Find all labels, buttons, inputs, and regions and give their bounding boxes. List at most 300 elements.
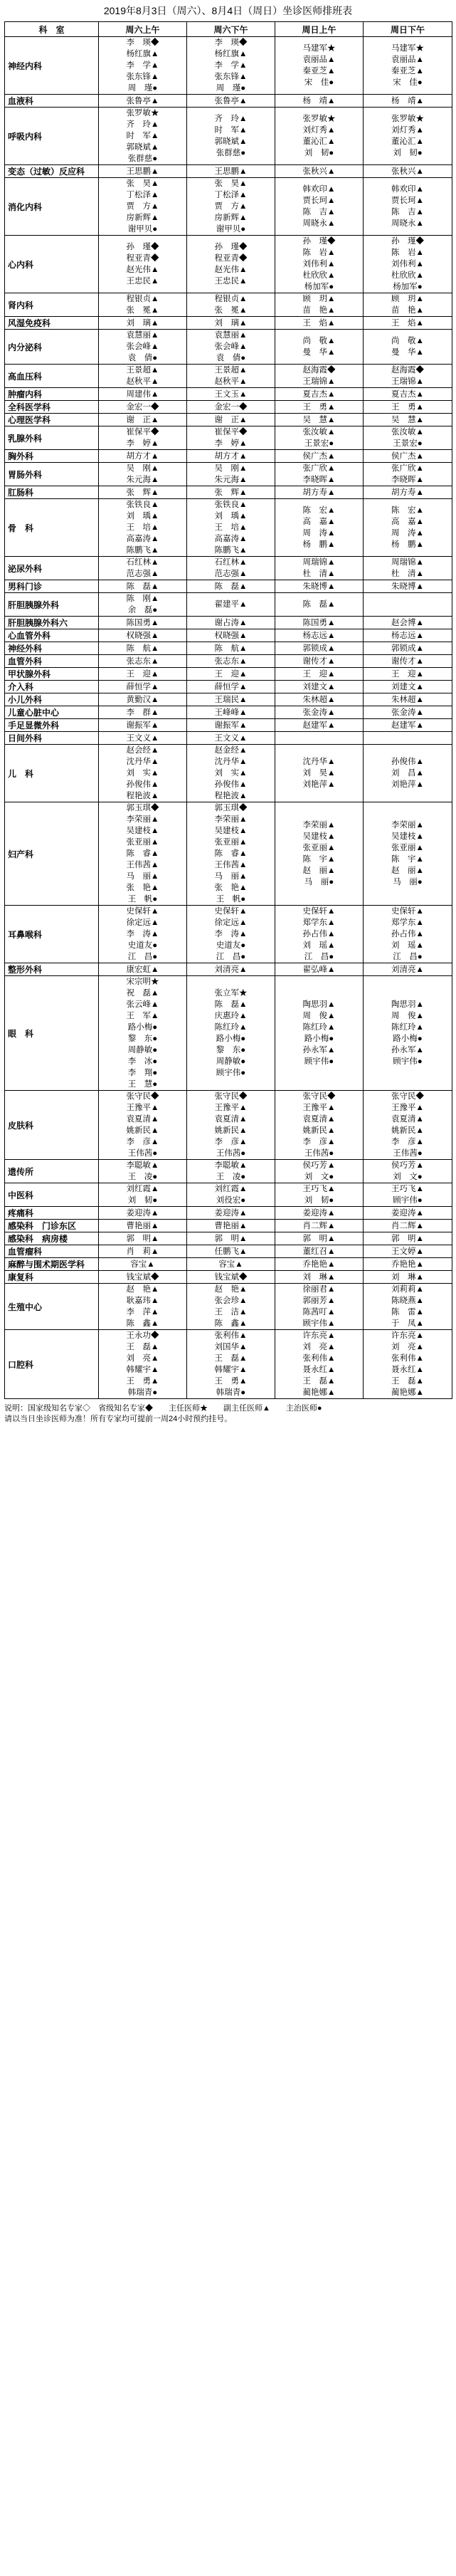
- schedule-cell: [99, 37, 187, 95]
- doctor-name: 李聪敏▲: [214, 1161, 248, 1170]
- doctor-name: 路小梅●: [393, 1035, 423, 1043]
- doctor-name: 袁夏清▲: [214, 1115, 248, 1124]
- department-name: 血管瘤科: [5, 1245, 99, 1258]
- schedule-cell: [187, 388, 275, 401]
- doctor-name: 王景宏●: [304, 439, 334, 448]
- doctor-name: 王 培▲: [214, 523, 248, 532]
- doctor-name: 宋 佳●: [393, 78, 423, 87]
- table-row: [5, 365, 452, 388]
- department-name: 感染科 病房楼: [5, 1232, 99, 1245]
- doctor-name: 王伟茜●: [216, 1149, 246, 1158]
- schedule-cell: [275, 1232, 364, 1245]
- doctor-name: 王 凌●: [127, 1173, 158, 1181]
- doctor-name: 聂永红▲: [391, 1366, 424, 1374]
- schedule-cell: [187, 463, 275, 486]
- schedule-cell: [187, 706, 275, 719]
- doctor-name: 曼 华▲: [391, 348, 424, 357]
- doctor-name: 刘艳萍▲: [302, 780, 336, 789]
- schedule-cell: [187, 486, 275, 499]
- doctor-name: 时 军▲: [214, 126, 248, 135]
- header-sat-am: 周六上午: [99, 22, 187, 37]
- doctor-name: 赵海霞◆: [302, 366, 336, 375]
- schedule-cell: [99, 681, 187, 693]
- doctor-name: 侯广杰▲: [391, 451, 424, 461]
- table-row: [5, 963, 452, 976]
- doctor-name: 尚 敬▲: [302, 337, 336, 345]
- schedule-cell: [364, 401, 452, 414]
- schedule-cell: [187, 976, 275, 1091]
- doctor-name: 吴 刚▲: [126, 464, 159, 473]
- doctor-name: 刘 亮▲: [126, 1354, 159, 1363]
- schedule-cell: [187, 293, 275, 317]
- table-row: [5, 719, 452, 732]
- doctor-name: 刘 亮▲: [302, 1343, 336, 1351]
- doctor-name: 祝 磊▲: [126, 989, 159, 998]
- schedule-cell: [275, 706, 364, 719]
- department-name: 整形外科: [5, 963, 99, 976]
- schedule-cell: [99, 1284, 187, 1330]
- schedule-cell: [275, 655, 364, 668]
- doctor-name: 赵会博▲: [391, 618, 424, 627]
- doctor-name: 张汝敏▲: [302, 428, 336, 436]
- header-sat-pm: 周六下午: [187, 22, 275, 37]
- schedule-cell: [99, 463, 187, 486]
- schedule-cell: [275, 617, 364, 629]
- schedule-cell: [99, 642, 187, 655]
- doctor-name: 肖二辉▲: [391, 1221, 424, 1230]
- doctor-name: 曹艳丽▲: [214, 1221, 248, 1230]
- doctor-name: 周晓永▲: [302, 219, 336, 228]
- table-row: [5, 401, 452, 414]
- doctor-name: 刘 韧●: [304, 149, 334, 157]
- schedule-cell: [275, 745, 364, 802]
- doctor-name: 董沁汇▲: [391, 137, 424, 146]
- schedule-cell: [275, 719, 364, 732]
- department-name: 遗传所: [5, 1160, 99, 1183]
- doctor-name: 谢振军▲: [214, 721, 248, 730]
- schedule-cell: [275, 426, 364, 450]
- doctor-name: 陈 鑫▲: [126, 1319, 159, 1328]
- schedule-cell: [187, 1284, 275, 1330]
- schedule-cell: [187, 1258, 275, 1271]
- schedule-cell: [187, 1160, 275, 1183]
- schedule-cell: [99, 617, 187, 629]
- doctor-name: 赵会经▲: [126, 746, 159, 755]
- doctor-name: 朱晓博▲: [302, 582, 336, 591]
- schedule-cell: [364, 463, 452, 486]
- doctor-name: 高 嘉▲: [391, 518, 424, 526]
- table-row: [5, 486, 452, 499]
- doctor-name: 王 慧●: [127, 1080, 158, 1089]
- doctor-name: 孙 瑾◆: [214, 243, 248, 251]
- doctor-name: 侯巧芳▲: [302, 1161, 336, 1170]
- schedule-cell: [364, 732, 452, 745]
- doctor-name: 王巧飞▲: [391, 1185, 424, 1193]
- doctor-name: 赵建军▲: [302, 721, 336, 730]
- doctor-name: 袁 倩●: [216, 354, 246, 362]
- table-row: [5, 732, 452, 745]
- page-title: 2019年8月3日（周六）、8月4日（周日）坐诊医师排班表: [103, 5, 353, 16]
- schedule-cell: [99, 1330, 187, 1399]
- schedule-cell: [275, 1207, 364, 1220]
- schedule-cell: [187, 681, 275, 693]
- doctor-name: 陈 吉▲: [391, 208, 424, 216]
- doctor-name: 刘清亮▲: [214, 965, 248, 974]
- doctor-name: 秦亚芝▲: [391, 67, 424, 75]
- table-row: [5, 580, 452, 593]
- schedule-cell: [364, 976, 452, 1091]
- department-name: 手足显微外科: [5, 719, 99, 732]
- doctor-name: 王景宏●: [393, 439, 423, 448]
- doctor-name: 张东锋▲: [214, 73, 248, 81]
- doctor-name: 吴建枝▲: [302, 832, 336, 841]
- schedule-cell: [364, 1207, 452, 1220]
- schedule-cell: [99, 450, 187, 463]
- doctor-name: 范志强▲: [214, 570, 248, 578]
- schedule-cell: [99, 365, 187, 388]
- doctor-name: 孙俊伟▲: [126, 780, 159, 789]
- doctor-name: 杜 清▲: [302, 570, 336, 578]
- doctor-name: 尚 敬▲: [391, 337, 424, 345]
- doctor-name: 高 嘉▲: [302, 518, 336, 526]
- department-name: 消化内科: [5, 178, 99, 236]
- doctor-name: 张守民◆: [391, 1092, 424, 1101]
- doctor-name: 王忠民▲: [214, 277, 248, 286]
- doctor-name: 王思鹏▲: [126, 167, 159, 176]
- table-row: [5, 681, 452, 693]
- doctor-name: 李 萍▲: [126, 1308, 159, 1316]
- department-name: 骨 科: [5, 499, 99, 557]
- schedule-cell: [187, 1220, 275, 1232]
- doctor-name: 张罗敏★: [391, 115, 424, 123]
- doctor-name: 陈 岩▲: [302, 248, 336, 257]
- department-name: 全科医学科: [5, 401, 99, 414]
- department-name: 风湿免疫科: [5, 317, 99, 330]
- doctor-name: 周静敏●: [216, 1057, 246, 1066]
- doctor-name: 齐 玲▲: [214, 115, 248, 123]
- schedule-cell: [364, 1183, 452, 1207]
- table-row: [5, 426, 452, 450]
- doctor-name: 张 冕▲: [214, 306, 248, 315]
- schedule-cell: [187, 426, 275, 450]
- doctor-name: 张广欣▲: [391, 464, 424, 473]
- schedule-cell: [364, 37, 452, 95]
- doctor-name: 谢 正▲: [214, 415, 248, 424]
- doctor-name: 张亚丽▲: [302, 844, 336, 852]
- schedule-cell: [275, 178, 364, 236]
- schedule-cell: [275, 365, 364, 388]
- schedule-cell: [364, 802, 452, 906]
- doctor-name: 张云峰▲: [126, 1000, 159, 1009]
- doctor-name: 薛恒学▲: [214, 682, 248, 691]
- doctor-name: 王豫平▲: [302, 1104, 336, 1112]
- schedule-cell: [99, 1271, 187, 1284]
- doctor-name: 杨 靖▲: [391, 96, 424, 105]
- table-row: [5, 976, 452, 1091]
- doctor-name: 吴建枝▲: [214, 827, 248, 835]
- schedule-cell: [364, 499, 452, 557]
- schedule-cell: [187, 745, 275, 802]
- doctor-name: 朱林超▲: [302, 695, 336, 704]
- doctor-name: 史道友●: [216, 941, 246, 950]
- doctor-name: 吴 刚▲: [214, 464, 248, 473]
- doctor-name: 李聪敏▲: [126, 1161, 159, 1170]
- doctor-name: 孙俊伟▲: [214, 780, 248, 789]
- doctor-name: 程银贞▲: [126, 295, 159, 303]
- doctor-name: 姜迎涛▲: [126, 1208, 159, 1218]
- table-row: [5, 642, 452, 655]
- doctor-name: 李 彦▲: [391, 1138, 424, 1146]
- table-row: [5, 668, 452, 681]
- doctor-name: 王 帆●: [127, 895, 158, 904]
- doctor-name: 权晓强▲: [214, 631, 248, 640]
- doctor-name: 任鹏飞▲: [214, 1247, 248, 1256]
- table-row: [5, 450, 452, 463]
- doctor-name: 陈 航▲: [214, 644, 248, 653]
- doctor-name: 马 丽▲: [214, 872, 248, 881]
- doctor-name: 郭晓斌▲: [126, 143, 159, 152]
- doctor-name: 陈 磊▲: [302, 600, 336, 609]
- schedule-cell: [99, 629, 187, 642]
- schedule-cell: [99, 580, 187, 593]
- doctor-name: 王峰峰▲: [214, 708, 248, 717]
- doctor-name: 刘灯秀▲: [391, 126, 424, 135]
- department-name: 口腔科: [5, 1330, 99, 1399]
- schedule-cell: [364, 906, 452, 963]
- doctor-name: 陈 刚▲: [126, 595, 159, 603]
- doctor-name: 张亚丽▲: [214, 838, 248, 847]
- doctor-name: 刘建文▲: [391, 682, 424, 691]
- doctor-name: 顾宇伟●: [393, 1196, 423, 1205]
- doctor-name: 张铁良▲: [126, 501, 159, 509]
- doctor-name: 韩瑞青●: [216, 1388, 246, 1397]
- doctor-name: 王 洁▲: [214, 1308, 248, 1316]
- doctor-name: 周瑞锦▲: [302, 558, 336, 567]
- doctor-name: 石红林▲: [214, 558, 248, 567]
- doctor-name: 赵光伟▲: [126, 266, 159, 274]
- doctor-name: 刘 文●: [304, 1173, 334, 1181]
- schedule-cell: [275, 668, 364, 681]
- schedule-cell: [275, 486, 364, 499]
- doctor-name: 张鲁亭▲: [126, 96, 159, 105]
- doctor-name: 杨 鹏▲: [391, 540, 424, 549]
- schedule-cell: [99, 426, 187, 450]
- doctor-name: 耿嘉玮▲: [126, 1297, 159, 1305]
- doctor-name: 韩欢印▲: [302, 185, 336, 194]
- doctor-name: 贾长珂▲: [302, 197, 336, 205]
- doctor-name: 韩耀宇▲: [214, 1366, 248, 1374]
- department-name: 感染科 门诊东区: [5, 1220, 99, 1232]
- doctor-name: 张志东▲: [214, 656, 248, 666]
- doctor-name: 王思鹏▲: [214, 167, 248, 176]
- department-name: 肛肠科: [5, 486, 99, 499]
- schedule-cell: [187, 414, 275, 426]
- schedule-cell: [275, 976, 364, 1091]
- schedule-cell: [275, 1271, 364, 1284]
- doctor-name: 王 磊▲: [391, 1377, 424, 1386]
- doctor-name: 史保轩▲: [391, 907, 424, 916]
- schedule-cell: [99, 95, 187, 108]
- doctor-name: 孙永军▲: [302, 1046, 336, 1054]
- department-name: 儿童心脏中心: [5, 706, 99, 719]
- department-name: 皮肤科: [5, 1091, 99, 1160]
- doctor-name: 王瑞锦▲: [391, 377, 424, 386]
- doctor-name: 顾宇伟●: [304, 1057, 334, 1066]
- department-name: 神经外科: [5, 642, 99, 655]
- schedule-cell: [187, 1245, 275, 1258]
- doctor-name: 刘 昌▲: [391, 769, 424, 777]
- doctor-name: 郭 明▲: [302, 1234, 336, 1243]
- doctor-name: 朱元海▲: [126, 476, 159, 484]
- doctor-name: 王伟茜●: [304, 1149, 334, 1158]
- table-row: [5, 499, 452, 557]
- doctor-name: 姜迎涛▲: [214, 1208, 248, 1218]
- doctor-name: 王 磊▲: [302, 1377, 336, 1386]
- schedule-cell: [364, 557, 452, 580]
- doctor-name: 李荣丽▲: [126, 815, 159, 824]
- schedule-cell: [275, 1258, 364, 1271]
- doctor-name: 李 瑛◆: [126, 38, 159, 47]
- doctor-name: 陈红玲▲: [214, 1023, 248, 1032]
- doctor-name: 谢传才▲: [391, 656, 424, 666]
- doctor-name: 谢传才▲: [302, 656, 336, 666]
- department-name: 泌尿外科: [5, 557, 99, 580]
- doctor-name: 苗 艳▲: [302, 306, 336, 315]
- doctor-name: 刘国华▲: [214, 1343, 248, 1351]
- doctor-name: 钱宝斌◆: [126, 1272, 159, 1282]
- doctor-name: 石红林▲: [126, 558, 159, 567]
- schedule-cell: [364, 681, 452, 693]
- schedule-cell: [99, 668, 187, 681]
- doctor-name: 李 学▲: [214, 61, 248, 70]
- doctor-name: 周 俊▲: [302, 1012, 336, 1020]
- doctor-name: 赵 丽▲: [302, 866, 336, 875]
- doctor-name: 程银贞▲: [214, 295, 248, 303]
- doctor-name: 黎 东●: [216, 1046, 246, 1054]
- schedule-cell: [364, 317, 452, 330]
- header-sun-pm: 周日下午: [364, 22, 452, 37]
- schedule-cell: [364, 293, 452, 317]
- schedule-cell: [364, 1271, 452, 1284]
- schedule-cell: [187, 580, 275, 593]
- doctor-name: 王文玉▲: [214, 389, 248, 399]
- doctor-name: 刘 璃▲: [214, 318, 248, 328]
- schedule-cell: [99, 732, 187, 745]
- schedule-cell: [187, 95, 275, 108]
- department-name: 介入科: [5, 681, 99, 693]
- doctor-name: 张利伟▲: [302, 1354, 336, 1363]
- department-name: 胸外科: [5, 450, 99, 463]
- doctor-name: 王忠民▲: [126, 277, 159, 286]
- doctor-name: 赵秋平▲: [214, 377, 248, 386]
- doctor-name: 袁丽品▲: [391, 56, 424, 64]
- header-department: 科 室: [5, 22, 99, 37]
- schedule-cell: [187, 617, 275, 629]
- doctor-name: 蔺艳娜▲: [391, 1388, 424, 1397]
- doctor-name: 史道友●: [127, 941, 158, 950]
- doctor-name: 刘 亮▲: [391, 1343, 424, 1351]
- doctor-name: 聂永红▲: [302, 1366, 336, 1374]
- doctor-name: 史保轩▲: [302, 907, 336, 916]
- doctor-name: 王瑞民▲: [214, 695, 248, 704]
- doctor-name: 张志东▲: [126, 656, 159, 666]
- doctor-name: 李荣丽▲: [214, 815, 248, 824]
- doctor-name: 秦亚芝▲: [302, 67, 336, 75]
- doctor-name: 徐丽君▲: [302, 1285, 336, 1294]
- schedule-cell: [187, 802, 275, 906]
- doctor-name: 张 辉▲: [126, 488, 159, 497]
- doctor-name: 侯巧芳▲: [391, 1161, 424, 1170]
- doctor-name: 顾 玥▲: [391, 295, 424, 303]
- doctor-name: 钱宝斌◆: [214, 1272, 248, 1282]
- doctor-name: 赵建军▲: [391, 721, 424, 730]
- schedule-cell: [275, 963, 364, 976]
- doctor-name: 赵光伟▲: [214, 266, 248, 274]
- schedule-cell: [275, 1245, 364, 1258]
- schedule-cell: [275, 681, 364, 693]
- schedule-cell: [99, 330, 187, 365]
- schedule-cell: [364, 330, 452, 365]
- department-name: 小儿外科: [5, 693, 99, 706]
- doctor-name: 张鲁亭▲: [214, 96, 248, 105]
- schedule-cell: [187, 165, 275, 178]
- schedule-cell: [364, 236, 452, 293]
- doctor-name: 陈鹏飞▲: [126, 546, 159, 555]
- doctor-name: 姚新民▲: [391, 1126, 424, 1135]
- doctor-name: 蔺艳娜▲: [302, 1388, 336, 1397]
- department-name: 中医科: [5, 1183, 99, 1207]
- schedule-cell: [187, 1271, 275, 1284]
- schedule-cell: [99, 486, 187, 499]
- doctor-name: 张守民◆: [214, 1092, 248, 1101]
- doctor-name: 李晓晖▲: [391, 476, 424, 484]
- doctor-name: 杜 清▲: [391, 570, 424, 578]
- doctor-name: 容宝▲: [130, 1260, 155, 1269]
- doctor-name: 刘红霞▲: [214, 1185, 248, 1193]
- table-row: [5, 1160, 452, 1183]
- doctor-name: 刘建文▲: [302, 682, 336, 691]
- doctor-name: 张群慈●: [127, 155, 158, 163]
- schedule-cell: [275, 593, 364, 617]
- doctor-name: 齐 玲▲: [126, 120, 159, 129]
- department-name: 耳鼻喉科: [5, 906, 99, 963]
- doctor-name: 顾 玥▲: [302, 295, 336, 303]
- doctor-name: 杨红旗▲: [214, 50, 248, 58]
- doctor-name: 黄勤汉▲: [126, 695, 159, 704]
- doctor-name: 刘 文●: [393, 1173, 423, 1181]
- schedule-cell: [99, 388, 187, 401]
- doctor-name: 夏吉杰▲: [302, 389, 336, 399]
- schedule-cell: [364, 642, 452, 655]
- doctor-name: 郭晓斌▲: [214, 137, 248, 146]
- doctor-name: 王伟茜▲: [214, 861, 248, 869]
- doctor-name: 刘 瑀▲: [126, 512, 159, 520]
- department-name: 血管外科: [5, 655, 99, 668]
- schedule-cell: [187, 629, 275, 642]
- doctor-name: 金宏一◆: [214, 402, 248, 412]
- doctor-name: 周静敏●: [127, 1046, 158, 1054]
- doctor-name: 路小梅●: [304, 1035, 334, 1043]
- doctor-name: 张秋兴▲: [302, 167, 336, 176]
- doctor-name: 于 凤▲: [391, 1319, 424, 1328]
- schedule-cell: [187, 1091, 275, 1160]
- schedule-cell: [187, 1232, 275, 1245]
- doctor-name: 王豫平▲: [126, 1104, 159, 1112]
- department-name: 乳腺外科: [5, 426, 99, 450]
- schedule-cell: [364, 1330, 452, 1399]
- doctor-name: 袁 倩●: [127, 354, 158, 362]
- doctor-name: 张会珍▲: [214, 1297, 248, 1305]
